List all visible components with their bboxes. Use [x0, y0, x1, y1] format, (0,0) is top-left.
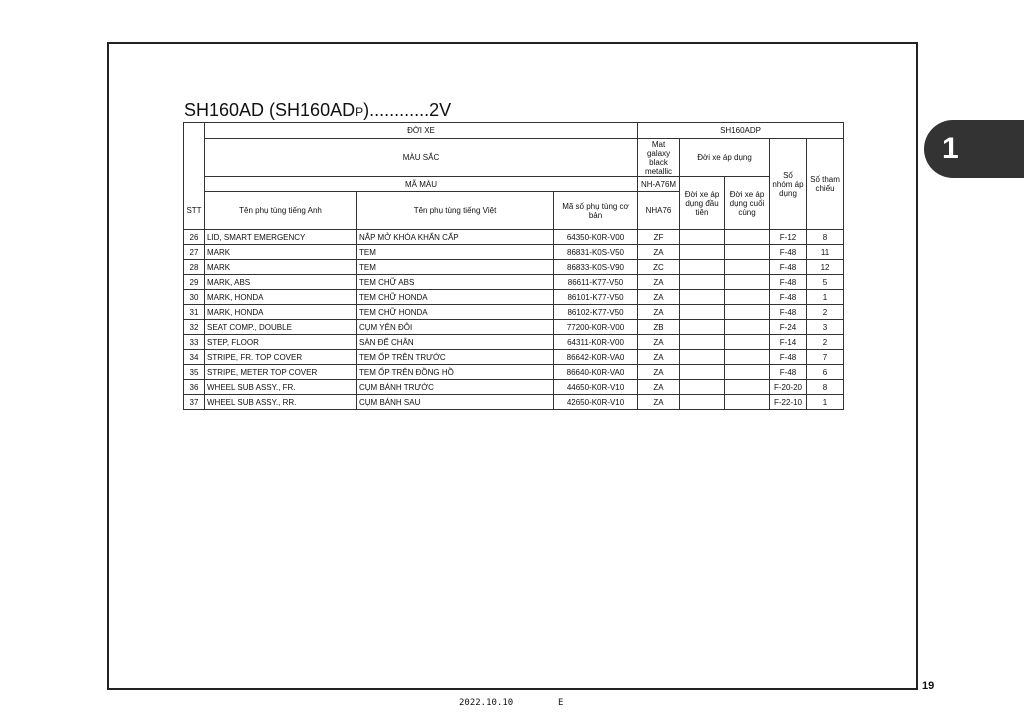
cell-name-en: WHEEL SUB ASSY., RR. — [205, 395, 357, 410]
cell-group: F-14 — [770, 335, 807, 350]
table-row — [184, 275, 844, 290]
cell-ref: 7 — [807, 350, 844, 365]
cell-name-vi: CỤM BÁNH SAU — [357, 395, 554, 410]
cell-name-vi: TEM CHỮ ABS — [357, 275, 554, 290]
cell-last-model — [725, 260, 770, 275]
cell-part-code: 42650-K0R-V10 — [554, 395, 638, 410]
cuoi-cung-header: Đời xe áp dụng cuối cùng — [725, 177, 770, 230]
cell-stt: 29 — [184, 275, 205, 290]
cell-stt: 31 — [184, 305, 205, 320]
chapter-number: 1 — [942, 132, 959, 165]
cell-name-en: MARK — [205, 245, 357, 260]
page-title — [184, 100, 451, 121]
cell-stt: 35 — [184, 365, 205, 380]
cell-part-code: 64350-K0R-V00 — [554, 230, 638, 245]
cell-ref: 2 — [807, 335, 844, 350]
cell-color-code: ZA — [638, 305, 680, 320]
table-row — [184, 350, 844, 365]
title-main: SH160AD (SH160AD — [184, 100, 356, 120]
table-row — [184, 245, 844, 260]
color-name-header: Mat galaxy black metallic — [638, 139, 680, 177]
cell-stt: 32 — [184, 320, 205, 335]
cell-group: F-48 — [770, 290, 807, 305]
cell-ref: 5 — [807, 275, 844, 290]
cell-name-vi: TEM CHỮ HONDA — [357, 305, 554, 320]
cell-stt: 27 — [184, 245, 205, 260]
cell-first-model — [680, 350, 725, 365]
cell-last-model — [725, 395, 770, 410]
ma-mau-header: MÃ MÀU — [205, 177, 638, 192]
cell-stt: 28 — [184, 260, 205, 275]
ten-anh-header: Tên phụ tùng tiếng Anh — [205, 192, 357, 230]
cell-ref: 8 — [807, 380, 844, 395]
table-row — [184, 260, 844, 275]
cell-stt: 26 — [184, 230, 205, 245]
table-row — [184, 230, 844, 245]
cell-name-en: STRIPE, FR. TOP COVER — [205, 350, 357, 365]
cell-name-en: WHEEL SUB ASSY., FR. — [205, 380, 357, 395]
cell-first-model — [680, 290, 725, 305]
nha-header: NHA76 — [638, 192, 680, 230]
cell-part-code: 86611-K77-V50 — [554, 275, 638, 290]
cell-stt: 36 — [184, 380, 205, 395]
cell-part-code: 64311-K0R-V00 — [554, 335, 638, 350]
cell-last-model — [725, 365, 770, 380]
cell-first-model — [680, 305, 725, 320]
table-row — [184, 290, 844, 305]
so-tham-chieu-header: Số tham chiếu — [807, 139, 844, 230]
cell-name-en: STEP, FLOOR — [205, 335, 357, 350]
cell-group: F-24 — [770, 320, 807, 335]
cell-name-vi: TEM ỐP TRÊN ĐỒNG HỒ — [357, 365, 554, 380]
cell-part-code: 86640-K0R-VA0 — [554, 365, 638, 380]
chapter-tab — [924, 120, 1024, 178]
cell-first-model — [680, 365, 725, 380]
doi-xe-header: ĐỜI XE — [205, 123, 638, 139]
cell-part-code: 77200-K0R-V00 — [554, 320, 638, 335]
cell-group: F-48 — [770, 245, 807, 260]
cell-color-code: ZA — [638, 290, 680, 305]
cell-name-vi: NẮP MỞ KHÓA KHẨN CẤP — [357, 230, 554, 245]
cell-color-code: ZA — [638, 350, 680, 365]
cell-group: F-48 — [770, 305, 807, 320]
dau-tien-header: Đời xe áp dụng đầu tiên — [680, 177, 725, 230]
cell-first-model — [680, 260, 725, 275]
cell-color-code: ZA — [638, 335, 680, 350]
cell-group: F-48 — [770, 260, 807, 275]
title-tail: )............2V — [363, 100, 452, 120]
cell-name-vi: TEM — [357, 260, 554, 275]
cell-first-model — [680, 275, 725, 290]
cell-stt: 30 — [184, 290, 205, 305]
cell-last-model — [725, 350, 770, 365]
cell-last-model — [725, 335, 770, 350]
table-row — [184, 335, 844, 350]
cell-ref: 8 — [807, 230, 844, 245]
cell-group: F-22-10 — [770, 395, 807, 410]
cell-name-en: MARK, HONDA — [205, 290, 357, 305]
cell-group: F-12 — [770, 230, 807, 245]
table-row — [184, 320, 844, 335]
cell-ref: 2 — [807, 305, 844, 320]
cell-first-model — [680, 395, 725, 410]
cell-part-code: 86833-K0S-V90 — [554, 260, 638, 275]
cell-first-model — [680, 335, 725, 350]
cell-last-model — [725, 305, 770, 320]
mau-sac-header: MÀU SẮC — [205, 139, 638, 177]
cell-name-en: STRIPE, METER TOP COVER — [205, 365, 357, 380]
cell-color-code: ZA — [638, 365, 680, 380]
cell-group: F-48 — [770, 350, 807, 365]
stt-header: STT — [184, 123, 205, 230]
cell-name-en: MARK, ABS — [205, 275, 357, 290]
cell-name-vi: SÀN ĐỂ CHÂN — [357, 335, 554, 350]
cell-color-code: ZA — [638, 275, 680, 290]
cell-last-model — [725, 380, 770, 395]
cell-ref: 3 — [807, 320, 844, 335]
cell-last-model — [725, 290, 770, 305]
cell-group: F-48 — [770, 365, 807, 380]
ten-viet-header: Tên phụ tùng tiếng Việt — [357, 192, 554, 230]
cell-last-model — [725, 230, 770, 245]
cell-name-en: MARK — [205, 260, 357, 275]
cell-first-model — [680, 320, 725, 335]
model-header: SH160ADP — [638, 123, 844, 139]
footer-edition: E — [558, 698, 564, 708]
cell-color-code: ZB — [638, 320, 680, 335]
cell-part-code: 86101-K77-V50 — [554, 290, 638, 305]
footer-date: 2022.10.10 — [459, 698, 514, 708]
cell-name-vi: CỤM BÁNH TRƯỚC — [357, 380, 554, 395]
table-row — [184, 305, 844, 320]
cell-color-code: ZA — [638, 245, 680, 260]
cell-color-code: ZA — [638, 395, 680, 410]
cell-group: F-48 — [770, 275, 807, 290]
cell-part-code: 44650-K0R-V10 — [554, 380, 638, 395]
cell-part-code: 86831-K0S-V50 — [554, 245, 638, 260]
cell-first-model — [680, 230, 725, 245]
doi-xe-ap-dung-header: Đời xe áp dụng — [680, 139, 770, 177]
cell-name-vi: CỤM YÊN ĐÔI — [357, 320, 554, 335]
cell-group: F-20-20 — [770, 380, 807, 395]
cell-ref: 6 — [807, 365, 844, 380]
color-code-header: NH-A76M — [638, 177, 680, 192]
cell-first-model — [680, 380, 725, 395]
cell-name-vi: TEM CHỮ HONDA — [357, 290, 554, 305]
cell-last-model — [725, 320, 770, 335]
table-row — [184, 380, 844, 395]
cell-color-code: ZF — [638, 230, 680, 245]
page-number: 19 — [922, 680, 935, 692]
cell-name-en: LID, SMART EMERGENCY — [205, 230, 357, 245]
cell-ref: 12 — [807, 260, 844, 275]
so-nhom-header: Số nhóm áp dụng — [770, 139, 807, 230]
cell-stt: 34 — [184, 350, 205, 365]
cell-first-model — [680, 245, 725, 260]
parts-table — [183, 122, 844, 410]
cell-last-model — [725, 275, 770, 290]
table-row — [184, 395, 844, 410]
cell-name-vi: TEM — [357, 245, 554, 260]
ma-so-header: Mã số phụ tùng cơ bản — [554, 192, 638, 230]
cell-name-vi: TEM ỐP TRÊN TRƯỚC — [357, 350, 554, 365]
cell-ref: 11 — [807, 245, 844, 260]
cell-name-en: MARK, HONDA — [205, 305, 357, 320]
cell-ref: 1 — [807, 395, 844, 410]
cell-last-model — [725, 245, 770, 260]
cell-part-code: 86102-K77-V50 — [554, 305, 638, 320]
cell-ref: 1 — [807, 290, 844, 305]
cell-part-code: 86642-K0R-VA0 — [554, 350, 638, 365]
cell-color-code: ZA — [638, 380, 680, 395]
cell-name-en: SEAT COMP., DOUBLE — [205, 320, 357, 335]
table-row — [184, 365, 844, 380]
cell-color-code: ZC — [638, 260, 680, 275]
cell-stt: 37 — [184, 395, 205, 410]
cell-stt: 33 — [184, 335, 205, 350]
title-suffix: P — [355, 105, 364, 119]
